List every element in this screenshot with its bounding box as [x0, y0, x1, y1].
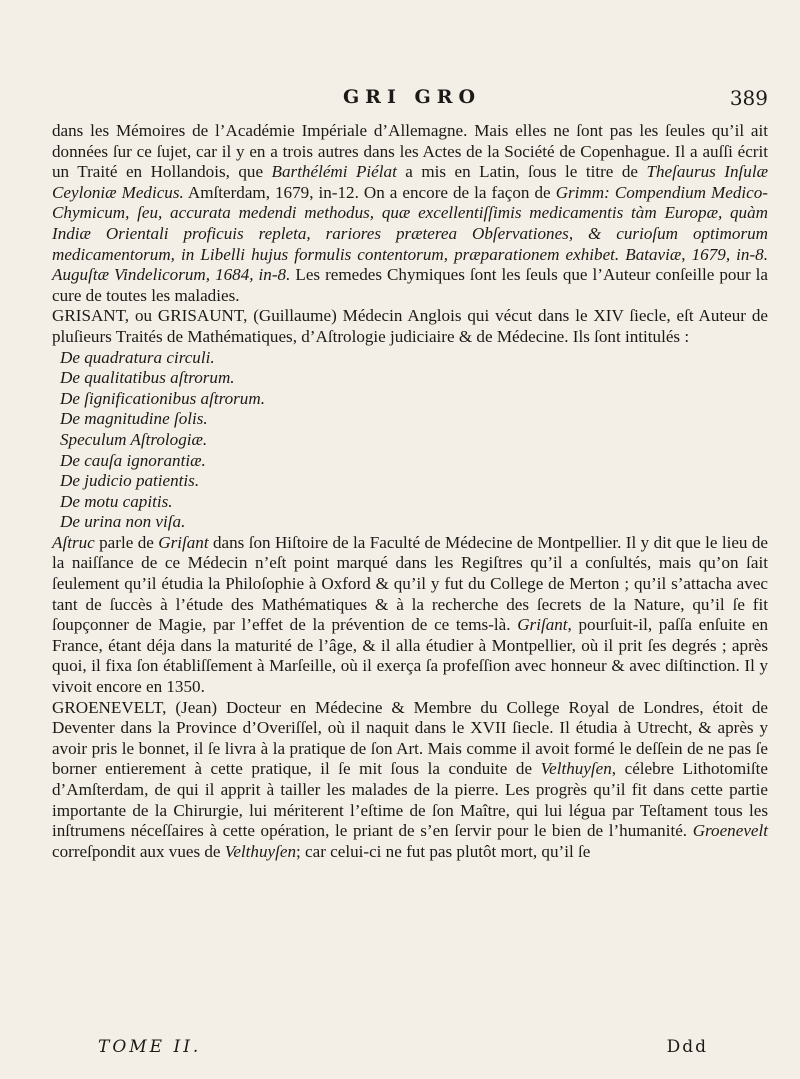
volume-label: TOME II. [98, 1037, 202, 1057]
title-compendium: Compendium Medico-Chymicum, ſeu, accurata medendi methodus, quæ excellentiſſimis medicamentis tàm Europæ, quàm Indiæ Orientali proficuis repleta, rariores præterea Obſervationes, & curioſum optimorum medicamentorum, in Libelli hujus formulis contentorum, præparationem exhibet. Bataviæ, 1679, in-8. Auguſtæ Vindelicorum, 1684, in-8. [52, 182, 768, 285]
list-item: De cauſa ignorantiæ. [60, 450, 206, 470]
signature-mark: Ddd [666, 1037, 708, 1057]
list-item: De motu capitis. [60, 491, 173, 511]
name-grisant: Griſant [158, 532, 209, 552]
name-velthuysen: Velthuyſen [224, 841, 296, 861]
page-body [52, 121, 768, 862]
list-item: De ſignificationibus aſtrorum. [60, 388, 265, 408]
title-thesaurus: Theſaurus Inſulæ Ceyloniæ Medicus. [52, 162, 768, 202]
text-run: , célebre Lithotomiſte d’Amſterdam, de qui il apprit à tailler les malades de la pierre. Les progrès qu’il fit dans cette partie importante de la Chirurgie, lui mériterent l’eſtime de ſon Maître, qui lui légua par Teſtament tous les inſtrumens néceſſaires à cette opération, le priant de s’en ſervir pour le bien de l’humanité. [52, 759, 768, 841]
text-run: Amſterdam, 1679, in-12. On a encore de la façon de [183, 182, 556, 202]
page-header [56, 86, 768, 116]
list-item: De quadratura circuli. [60, 347, 215, 367]
groenevelt-entry [52, 698, 768, 863]
list-item: Speculum Aſtrologiæ. [60, 429, 208, 449]
text-run: , pourſuit-il, paſſa enſuite en France, étant déja dans la maturité de l’âge, & il alla étudier à Montpellier, où il prit ſes degrés ; après quoi, il fixa ſon établiſſement à Marſeille, où il exerça ſa profeſſion avec honneur & avec diſtinction. Il y vivoit encore en 1350. [52, 615, 769, 697]
list-item: De magnitudine ſolis. [60, 409, 208, 429]
text-run: dans les Mémoires de l’Académie Impériale d’Allemagne. Mais elles ne ſont pas les ſeules qu’il ait données ſur ce ſujet, car il y en a trois autres dans les Actes de la Société de Copenhague. Il a auſſi écrit un Traité en Hollandois, que [52, 121, 768, 182]
grisant-entry-intro: GRISANT, ou GRISAUNT, (Guillaume) Médecin Anglois qui vécut dans le XIV ſiecle, eſt Auteur de pluſieurs Traités de Mathématiques, d’Aſtrologie judiciaire & de Médecine. Ils ſont intitulés : [52, 306, 768, 346]
text-run: parle de [94, 532, 159, 552]
name-astruc: Aſtruc [52, 532, 95, 552]
grisant-title-list [52, 348, 768, 533]
list-item: De judicio patientis. [60, 471, 200, 491]
name-grisant: Griſant [517, 615, 568, 635]
text-run: dans ſon Hiſtoire de la Faculté de Médecine de Montpellier. Il y dit que le lieu de la naiſſance de ce Médecin n’eſt point marqué dans les Regiſtres qu’il a conſultés, mais qu’on ſait ſeulement qu’il étudia la Philoſophie à Oxford & qu’il y fut du College de Merton ; qu’il s’attacha avec tant de ſuccès à l’étude des Mathématiques & à la recherche des ſecrets de la Nature, qu’il ſe fit ſoupçonner de Magie, par l’effet de la prévention de ce tems-là. [52, 532, 768, 635]
list-item: De qualitatibus aſtrorum. [60, 368, 235, 388]
text-run: a mis en Latin, ſous le titre de [396, 162, 647, 182]
text-run: GROENEVELT, (Jean) Docteur en Médecine & Membre du College Royal de Londres, étoit de Deventer dans la Province d’Overiſſel, où il naquit dans le XVII ſiecle. Il étudia à Utrecht, & après y avoir pris le bonnet, il ſe livra à la pratique de ſon Art. Mais comme il avoit formé le deſſein de ne pas ſe borner entierement à cette pratique, il ſe mit ſous la conduite de [52, 697, 768, 779]
name-groenevelt: Groenevelt [692, 821, 768, 841]
grimm-paragraph [52, 121, 768, 306]
text-run: Les remedes Chymiques ſont les ſeuls que l’Auteur conſeille pour la cure de toutes les maladies. [52, 265, 768, 305]
running-head: GRI GRO [342, 86, 482, 108]
text-run: ; car celui-ci ne fut pas plutôt mort, qu’il ſe [296, 841, 591, 861]
page-number: 389 [729, 86, 768, 110]
grisant-astruc-paragraph [52, 533, 768, 698]
list-item: De urina non viſa. [60, 512, 186, 532]
name-grimm: Grimm: [555, 182, 610, 202]
name-pielat: Barthélémi Piélat [271, 162, 397, 182]
name-velthuysen: Velthuyſen [540, 759, 612, 779]
text-run: correſpondit aux vues de [52, 841, 225, 861]
page-footer [98, 1037, 708, 1063]
